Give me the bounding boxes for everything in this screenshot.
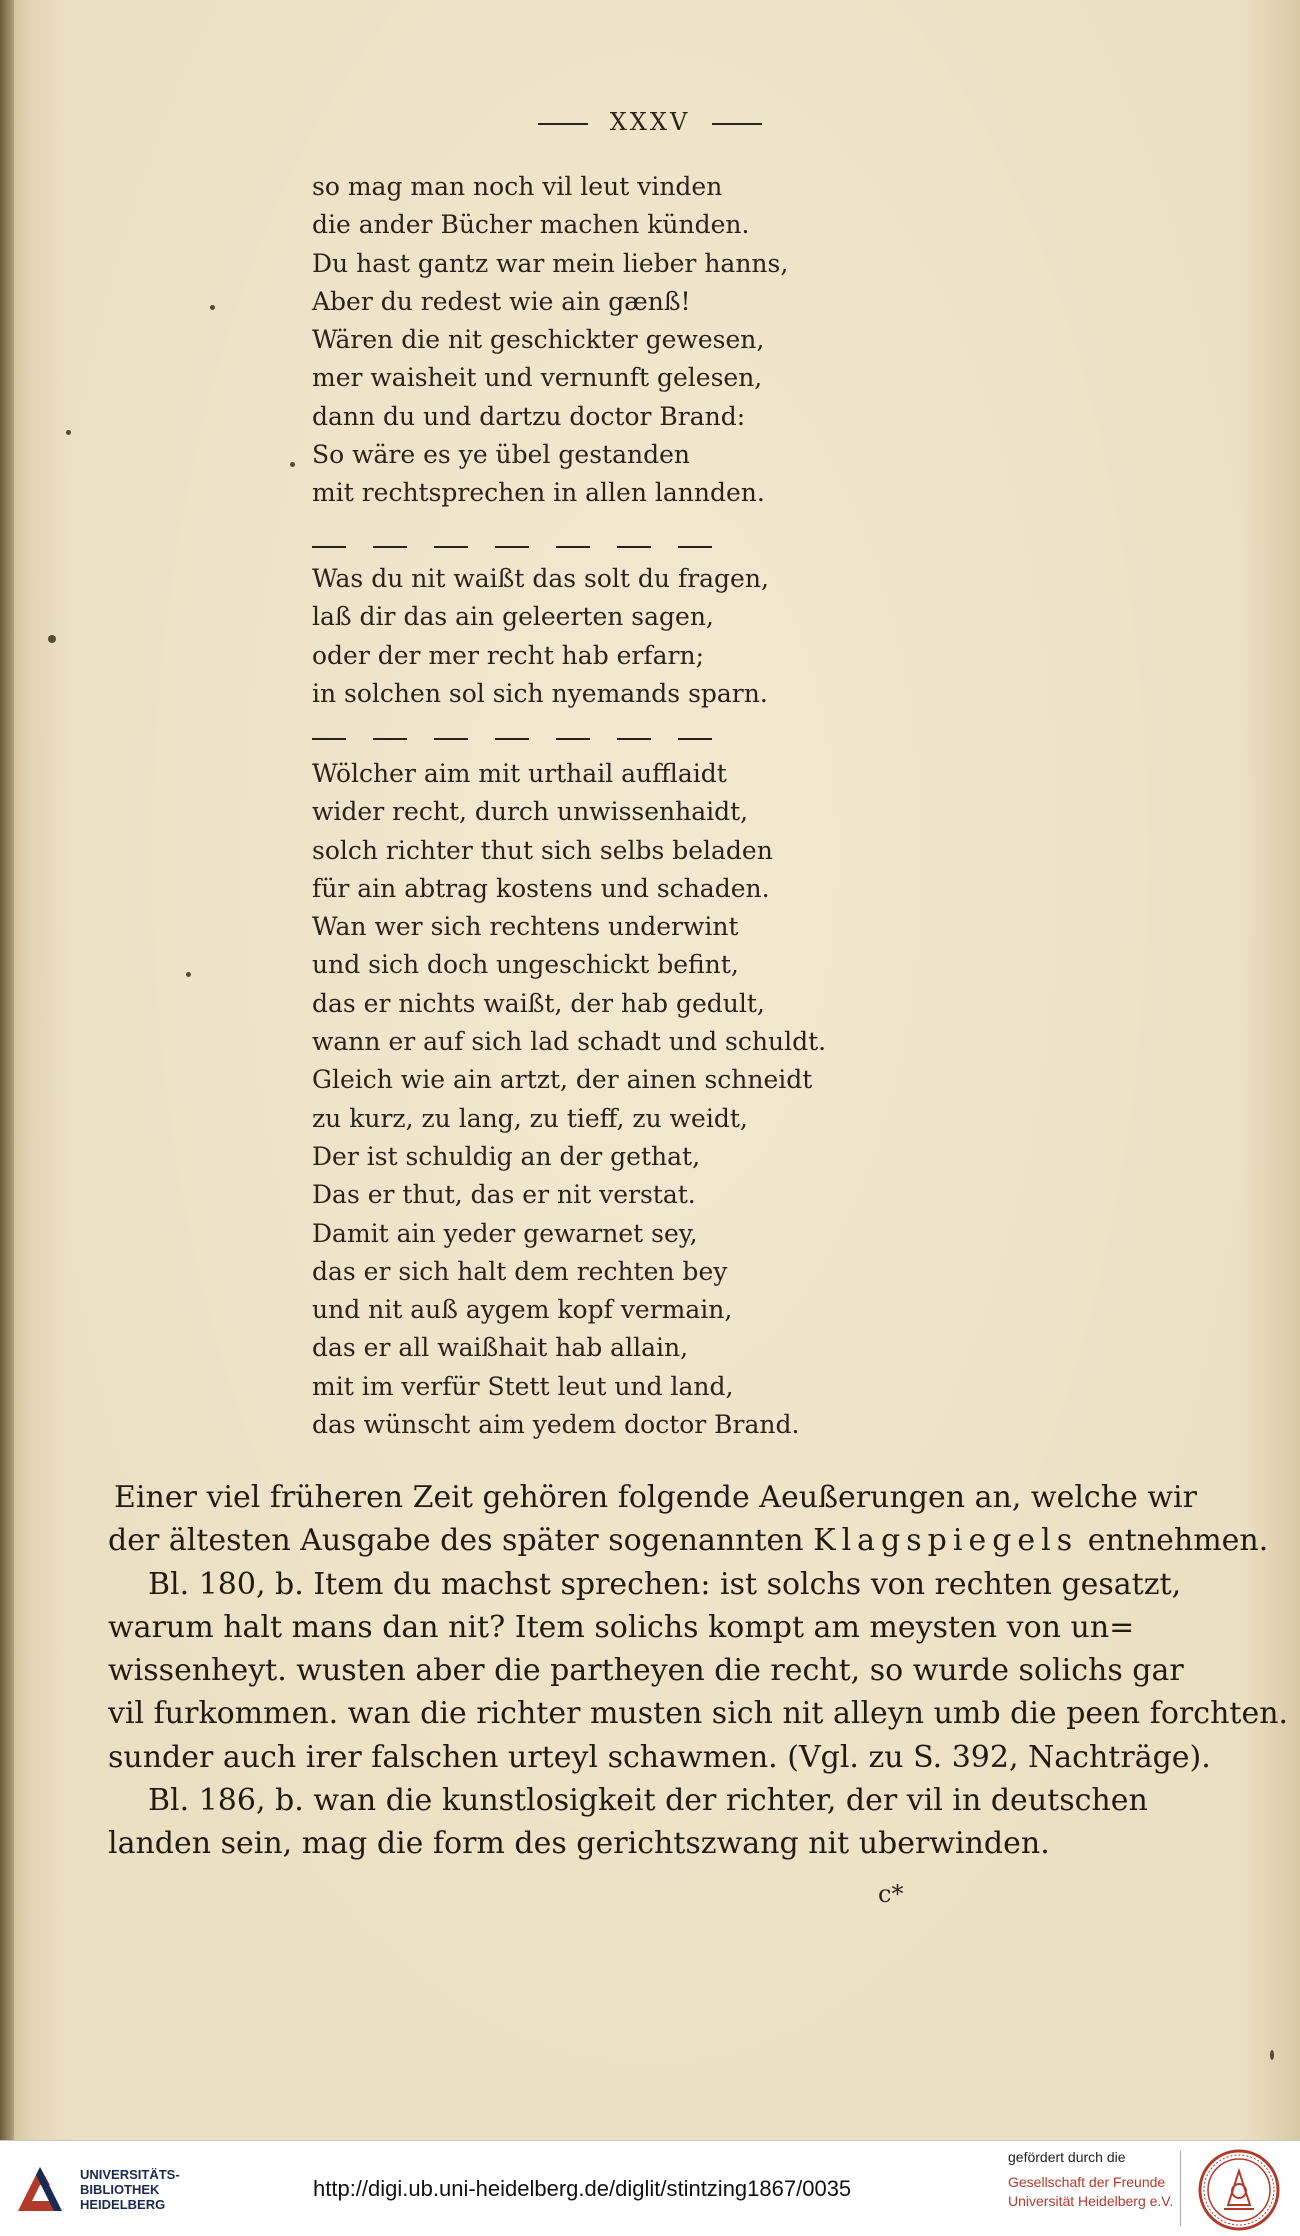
signature-mark: c* (878, 1880, 904, 1908)
verse-line: das er nichts waißt, der hab gedult, (312, 988, 765, 1018)
verse-line: die ander Bücher machen künden. (312, 210, 750, 240)
verse-line: Du hast gantz war mein lieber hanns, (312, 248, 789, 278)
paper-speck (1270, 2050, 1274, 2060)
university-seal-icon (1198, 2149, 1280, 2231)
verse-line: in solchen sol sich nyemands sparn. (312, 678, 768, 708)
verse-line: und sich doch ungeschickt befint, (312, 950, 739, 980)
paper-speck (210, 305, 215, 310)
prose-line: Einer viel früheren Zeit gehören folgende Aeußerungen an, welche wir (114, 1480, 1197, 1515)
verse-block-3 (312, 755, 826, 1444)
funded-by-label: gefördert durch die (1008, 2149, 1126, 2165)
book-title: Klagspiegels (813, 1523, 1079, 1559)
footer-bar (0, 2140, 1300, 2236)
verse-line: und nit auß aygem kopf vermain, (312, 1295, 733, 1325)
verse-line: Was du nit waißt das solt du fragen, (312, 564, 769, 593)
page-number: XXXV (609, 108, 691, 136)
verse-line: Aber du redest wie ain gænß! (312, 286, 691, 316)
verse-line: das er sich halt dem rechten bey (312, 1256, 728, 1286)
page-header (0, 108, 1300, 136)
paper-speck (66, 430, 71, 435)
verse-line: Gleich wie ain artzt, der ainen schneidt (312, 1065, 813, 1095)
divider (1180, 2151, 1181, 2226)
verse-line: so mag man noch vil leut vinden (312, 172, 723, 201)
prose-line: sunder auch irer falschen urteyl schawmen. (Vgl. zu S. 392, Nachträge). (108, 1739, 1211, 1775)
verse-line: wann er auf sich lad schadt und schuldt. (312, 1027, 827, 1057)
page-edge (0, 0, 14, 2140)
prose-line: landen sein, mag die form des gerichtszwang nit uberwinden. (108, 1826, 1050, 1862)
prose-line: wissenheyt. wusten aber die partheyen die recht, so wurde solichs gar (108, 1653, 1184, 1689)
section-separator (312, 738, 712, 740)
university-library-name: UNIVERSITÄTS- BIBLIOTHEK HEIDELBERG (80, 2167, 180, 2212)
verse-line: mit rechtsprechen in allen lannden. (312, 478, 765, 508)
verse-line: das wünscht aim yedem doctor Brand. (312, 1410, 800, 1440)
society-name: Gesellschaft der Freunde Universität Heidelberg e.V. (1008, 2174, 1174, 2209)
verse-line: So wäre es ye übel gestanden (312, 440, 690, 470)
verse-line: Damit ain yeder gewarnet sey, (312, 1218, 698, 1248)
university-library-logo-icon (10, 2159, 70, 2219)
verse-line: wider recht, durch unwissenhaidt, (312, 797, 749, 827)
verse-line: oder der mer recht hab erfarn; (312, 640, 705, 670)
section-separator (312, 546, 712, 548)
verse-block-1 (312, 168, 788, 513)
prose-line: vil furkommen. wan die richter musten sich nit alleyn umb die peen forchten. (108, 1696, 1289, 1732)
paper-speck (48, 635, 56, 643)
verse-line: Das er thut, das er nit verstat. (312, 1180, 696, 1210)
prose-paragraph (108, 1476, 1289, 1866)
paper-speck (186, 972, 191, 977)
verse-line: das er all waißhait hab allain, (312, 1333, 689, 1363)
prose-line: Bl. 186, b. wan die kunstlosigkeit der richter, der vil in deutschen (148, 1783, 1148, 1819)
prose-line: warum halt mans dan nit? Item solichs kompt am meysten von un= (108, 1609, 1135, 1645)
paper-speck (290, 462, 295, 467)
verse-line: solch richter thut sich selbs beladen (312, 835, 773, 865)
verse-block-2 (312, 560, 769, 713)
verse-line: Wölcher aim mit urthail aufflaidt (312, 759, 727, 788)
prose-line: Bl. 180, b. Item du machst sprechen: ist solchs von rechten gesatzt, (148, 1566, 1182, 1602)
source-url-link[interactable]: http://digi.ub.uni-heidelberg.de/diglit/stintzing1867/0035 (313, 2176, 852, 2201)
verse-line: Wären die nit geschickter gewesen, (312, 325, 765, 355)
verse-line: laß dir das ain geleerten sagen, (312, 602, 714, 632)
verse-line: für ain abtrag kostens und schaden. (312, 873, 770, 903)
verse-line: mit im verfür Stett leut und land, (312, 1371, 734, 1401)
verse-line: Der ist schuldig an der gethat, (312, 1141, 701, 1171)
prose-line: der ältesten Ausgabe des später sogenannten Klagspiegels entnehmen. (108, 1523, 1269, 1559)
verse-line: zu kurz, zu lang, zu tieff, zu weidt, (312, 1103, 748, 1133)
verse-line: Wan wer sich rechtens underwint (312, 912, 739, 942)
verse-line: dann du und dartzu doctor Brand: (312, 401, 746, 431)
verse-line: mer waisheit und vernunft gelesen, (312, 363, 763, 393)
